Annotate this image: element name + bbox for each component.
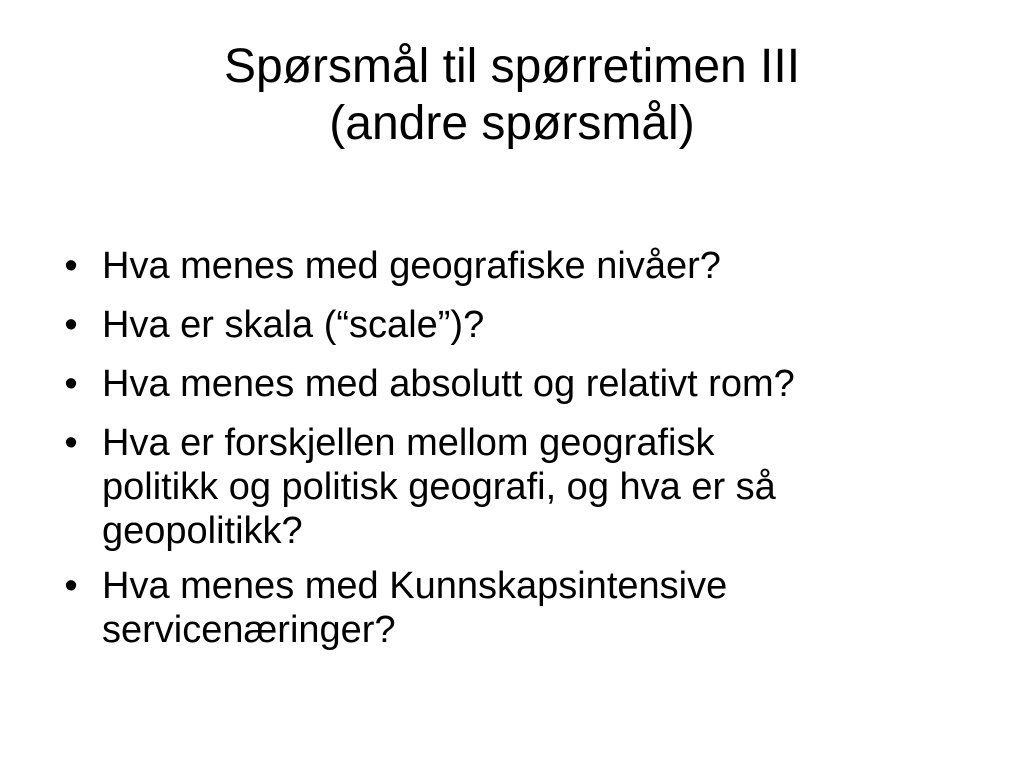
bullet-text: Hva menes med geografiske nivåer? — [102, 245, 721, 287]
slide-title-line: (andre spørsmål) — [329, 97, 695, 150]
bullet-text: Hva menes med Kunnskapsintensive — [102, 565, 728, 607]
bullet-item — [56, 303, 976, 347]
bullet-item — [56, 362, 976, 406]
slide-title — [0, 38, 1024, 152]
bullet-icon: • — [64, 363, 78, 405]
slide-title-line: Spørsmål til spørretimen III — [223, 40, 801, 93]
bullet-icon: • — [64, 245, 78, 287]
bullet-icon: • — [64, 304, 78, 346]
bullet-text: politikk og politisk geografi, og hva er så — [102, 466, 776, 508]
bullet-text: Hva er forskjellen mellom geografisk — [102, 422, 715, 464]
bullet-text: Hva menes med absolutt og relativt rom? — [102, 363, 795, 405]
bullet-item — [56, 421, 976, 553]
bullet-icon: • — [64, 565, 78, 607]
bullet-text: servicenæringer? — [102, 609, 396, 651]
bullet-icon: • — [64, 422, 78, 464]
bullet-list — [56, 244, 976, 667]
bullet-item — [56, 244, 976, 288]
bullet-item — [56, 564, 976, 652]
bullet-text: Hva er skala (“scale”)? — [102, 304, 485, 346]
bullet-text: geopolitikk? — [102, 510, 303, 552]
